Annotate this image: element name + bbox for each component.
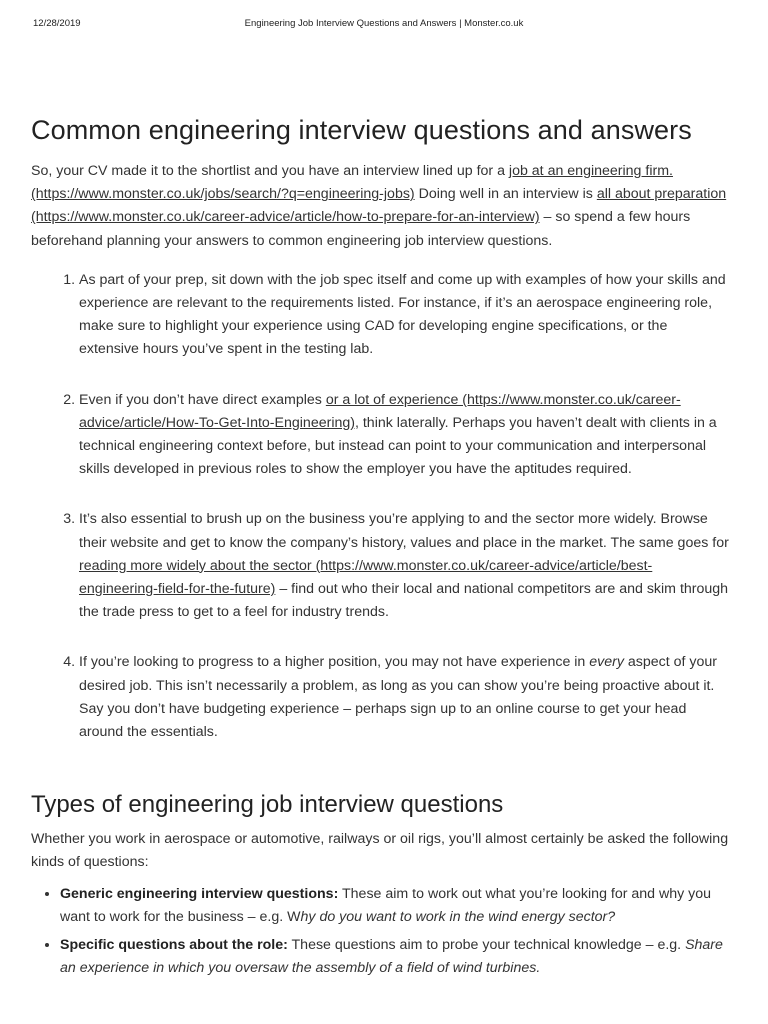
intro-text-1: So, your CV made it to the shortlist and you have an interview lined up for a [31, 163, 509, 179]
question-type-item-1 [60, 883, 731, 929]
question-type-1-label: Generic engineering interview questions: [60, 885, 339, 902]
tip-4-emphasis: every [589, 654, 624, 671]
tip-item-2 [79, 389, 731, 482]
interview-prep-link[interactable]: all about preparation (https://www.monster.co.uk/career-advice/article/how-to-prepare-for-an-interview) [31, 186, 727, 226]
tip-1-text: As part of your prep, sit down with the job spec itself and come up with examples of how your skills and experience are relevant to the requirements listed. For instance, if it’s an aerospace engineering role, make sure to highlight your experience using CAD for developing engine specifications, or the extensive hours you’ve spent in the testing lab. [79, 271, 726, 358]
question-types-heading: Types of engineering job interview questions [31, 791, 504, 819]
question-type-item-2 [60, 934, 731, 980]
question-types-section [31, 790, 731, 980]
engineering-jobs-link[interactable]: job at an engineering firm. (https://www.monster.co.uk/jobs/search/?q=engineering-jobs) [31, 163, 673, 203]
question-type-1-example: hy do you want to work in the wind energy sector? [300, 908, 616, 925]
sector-reading-link[interactable]: reading more widely about the sector (https://www.monster.co.uk/career-advice/article/best-engineering-field-for-the-future) [79, 557, 653, 598]
question-types-intro: Whether you work in aerospace or automotive, railways or oil rigs, you’ll almost certainly be asked the following kinds of questions: [31, 831, 729, 871]
tip-item-3 [79, 508, 731, 624]
print-header [0, 18, 768, 32]
article-content [31, 112, 731, 985]
tip-item-1 [79, 269, 731, 362]
question-type-2-example: Share an experience in which you oversaw the assembly of a field of wind turbines. [60, 937, 723, 977]
intro-text-2: Doing well in an interview is [414, 186, 597, 203]
question-type-1-text: These aim to work out what you’re looking for and why you want to work for the business – e.g. W [60, 885, 712, 925]
print-page-title: Engineering Job Interview Questions and Answers | Monster.co.uk [244, 18, 524, 29]
tip-2-text-1: Even if you don’t have direct examples [79, 391, 326, 408]
print-date: 12/28/2019 [33, 18, 81, 29]
intro-text-3: – so spend a few hours beforehand planning your answers to common engineering job interview questions. [31, 209, 691, 249]
question-type-2-label: Specific questions about the role: [60, 937, 288, 954]
tip-2-text-2: , think laterally. Perhaps you haven’t dealt with clients in a technical engineering context before, but instead can point to your communication and interpersonal skills developed in previous roles to show the employer you have the aptitudes required. [79, 414, 717, 478]
tip-3-text-2: – find out who their local and national competitors are and skim through the trade press to get to a feel for industry trends. [79, 581, 729, 621]
tip-4-text-2: aspect of your desired job. This isn’t necessarily a problem, as long as you can show you’re being proactive about it. Say you don’t have budgeting experience – perhaps sign up to an online course to get your head around the essentials. [79, 654, 718, 741]
tip-item-4 [79, 651, 731, 744]
question-type-2-text: These questions aim to probe your technical knowledge – e.g. [287, 937, 686, 954]
intro-paragraph [31, 160, 731, 253]
tip-3-text-1: It’s also essential to brush up on the business you’re applying to and the sector more widely. Browse their website and get to know the company’s history, values and place in the market. The same goes for [79, 511, 729, 551]
tips-list [31, 269, 731, 744]
experience-link[interactable]: or a lot of experience (https://www.monster.co.uk/career-advice/article/How-To-Get-Into-Engineering) [79, 391, 681, 431]
question-types-list [31, 883, 731, 981]
tip-4-text-1: If you’re looking to progress to a higher position, you may not have experience in [79, 654, 590, 671]
article-title: Common engineering interview questions and answers [31, 115, 692, 145]
